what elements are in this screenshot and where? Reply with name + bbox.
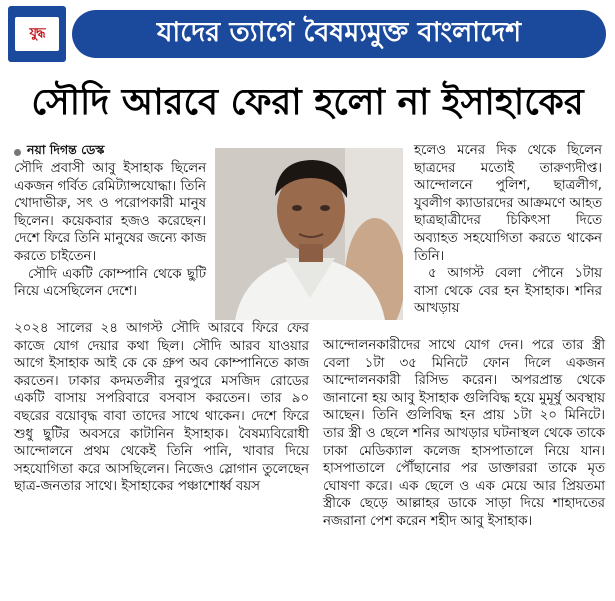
paragraph-1: সৌদি প্রবাসী আবু ইসাহাক ছিলেন একজন গর্বিত রেমিট্যান্সযোদ্ধা। তিনি খোদাভীরু, সৎ ও পরোপকারী মানুষ ছিলেন। কয়েকবার হজও করেছেন। দেশে ফিরে তিনি মানুষের জন্যে কাজ করতে চাইতেন। [14, 161, 206, 264]
portrait-photo-icon [215, 148, 403, 320]
article-column-right-bottom [323, 337, 605, 531]
series-title: যাদের ত্যাগে বৈষম্যমুক্ত বাংলাদেশ [72, 10, 606, 58]
article-column-left [14, 160, 206, 301]
series-logo-icon [8, 6, 66, 62]
portrait-photo [215, 148, 403, 320]
paragraph-5: ৫ আগস্ট বেলা পৌনে ১টায় বাসা থেকে বের হন ইসাহাক। শনির আখড়ায় [414, 266, 602, 317]
logo-text: যুদ্ধ [15, 17, 59, 51]
paragraph-3: ২০২৪ সালের ২৪ আগস্ট সৌদি আরবে ফিরে ফের কাজে যোগ দেয়ার কথা ছিল। সৌদি আরব যাওয়ার আগে ইসাহাক আই কে কে গ্রুপ অব কোম্পানিতে কাজ করতেন। ঢাকার কদমতলীর নুরপুরে মসজিদ রোডের একটি বাসায় সপরিবারে বসবাস করতেন। তার ৯০ বছরের বয়োবৃদ্ধ বাবা তাদের সাথে থাকেন। দেশে ফিরে শুধু ছুটির অবসরে কাটানিন ইসাহাক। বৈষম্যবিরোধী আন্দোলনে প্রথম থেকেই তিনি পানি, খাবার দিয়ে সহযোগিতা করে আসছিলেন। নিজেও স্লোগান তুলেছেন ছাত্র-জনতার সাথে। ইসাহাকের পঞ্চাশোর্ধ্ব বয়স [14, 321, 309, 495]
article-column-left-bottom [14, 320, 309, 496]
byline-text: নয়া দিগন্ত ডেস্ক [27, 142, 105, 157]
bullet-icon [14, 149, 21, 156]
byline [14, 142, 104, 162]
paragraph-6: আন্দোলনকারীদের সাথে যোগ দেন। পরে তার স্ত্রী বেলা ১টা ৩৫ মিনিটে ফোন দিলে একজন আন্দোলনকারী রিসিভ করেন। অপরপ্রান্ত থেকে জানানো হয় আবু ইসাহাক গুলিবিদ্ধ হয়ে মুমূর্ষু অবস্থায় আছেন। তিনি গুলিবিদ্ধ হন প্রায় ১টা ২০ মিনিটে। তার স্ত্রী ও ছেলে শনির আখড়ার ঘটনাস্থল থেকে তাকে ঢাকা মেডিক্যাল কলেজ হাসপাতালে নিয়ে যান। হাসপাতালে পৌঁছানোর পর ডাক্তাররা তাকে মৃত ঘোষণা করে। এক ছেলে ও এক মেয়ে আর প্রিয়তমা স্ত্রীকে ছেড়ে আল্লাহর ডাকে সাড়া দিয়ে শাহাদতের নজরানা পেশ করেন শহীদ আবু ইসাহাক। [323, 338, 605, 529]
paragraph-2: সৌদি একটি কোম্পানি থেকে ছুটি নিয়ে এসেছিলেন দেশে। [14, 266, 206, 300]
paragraph-4: হলেও মনের দিক থেকে ছিলেন ছাত্রদের মতোই তারুণ্যদীপ্ত। আন্দোলনে পুলিশ, ছাত্রলীগ, যুবলীগ ক্যাডারদের আক্রমণে আহত ছাত্রছাত্রীদের চিকিৎসা দিতে অব্যাহত সহযোগিতা করতে থাকেন তিনি। [414, 143, 602, 264]
headline: সৌদি আরবে ফেরা হলো না ইসাহাকের [31, 81, 584, 123]
article-column-right [414, 142, 602, 318]
series-banner [8, 6, 606, 62]
